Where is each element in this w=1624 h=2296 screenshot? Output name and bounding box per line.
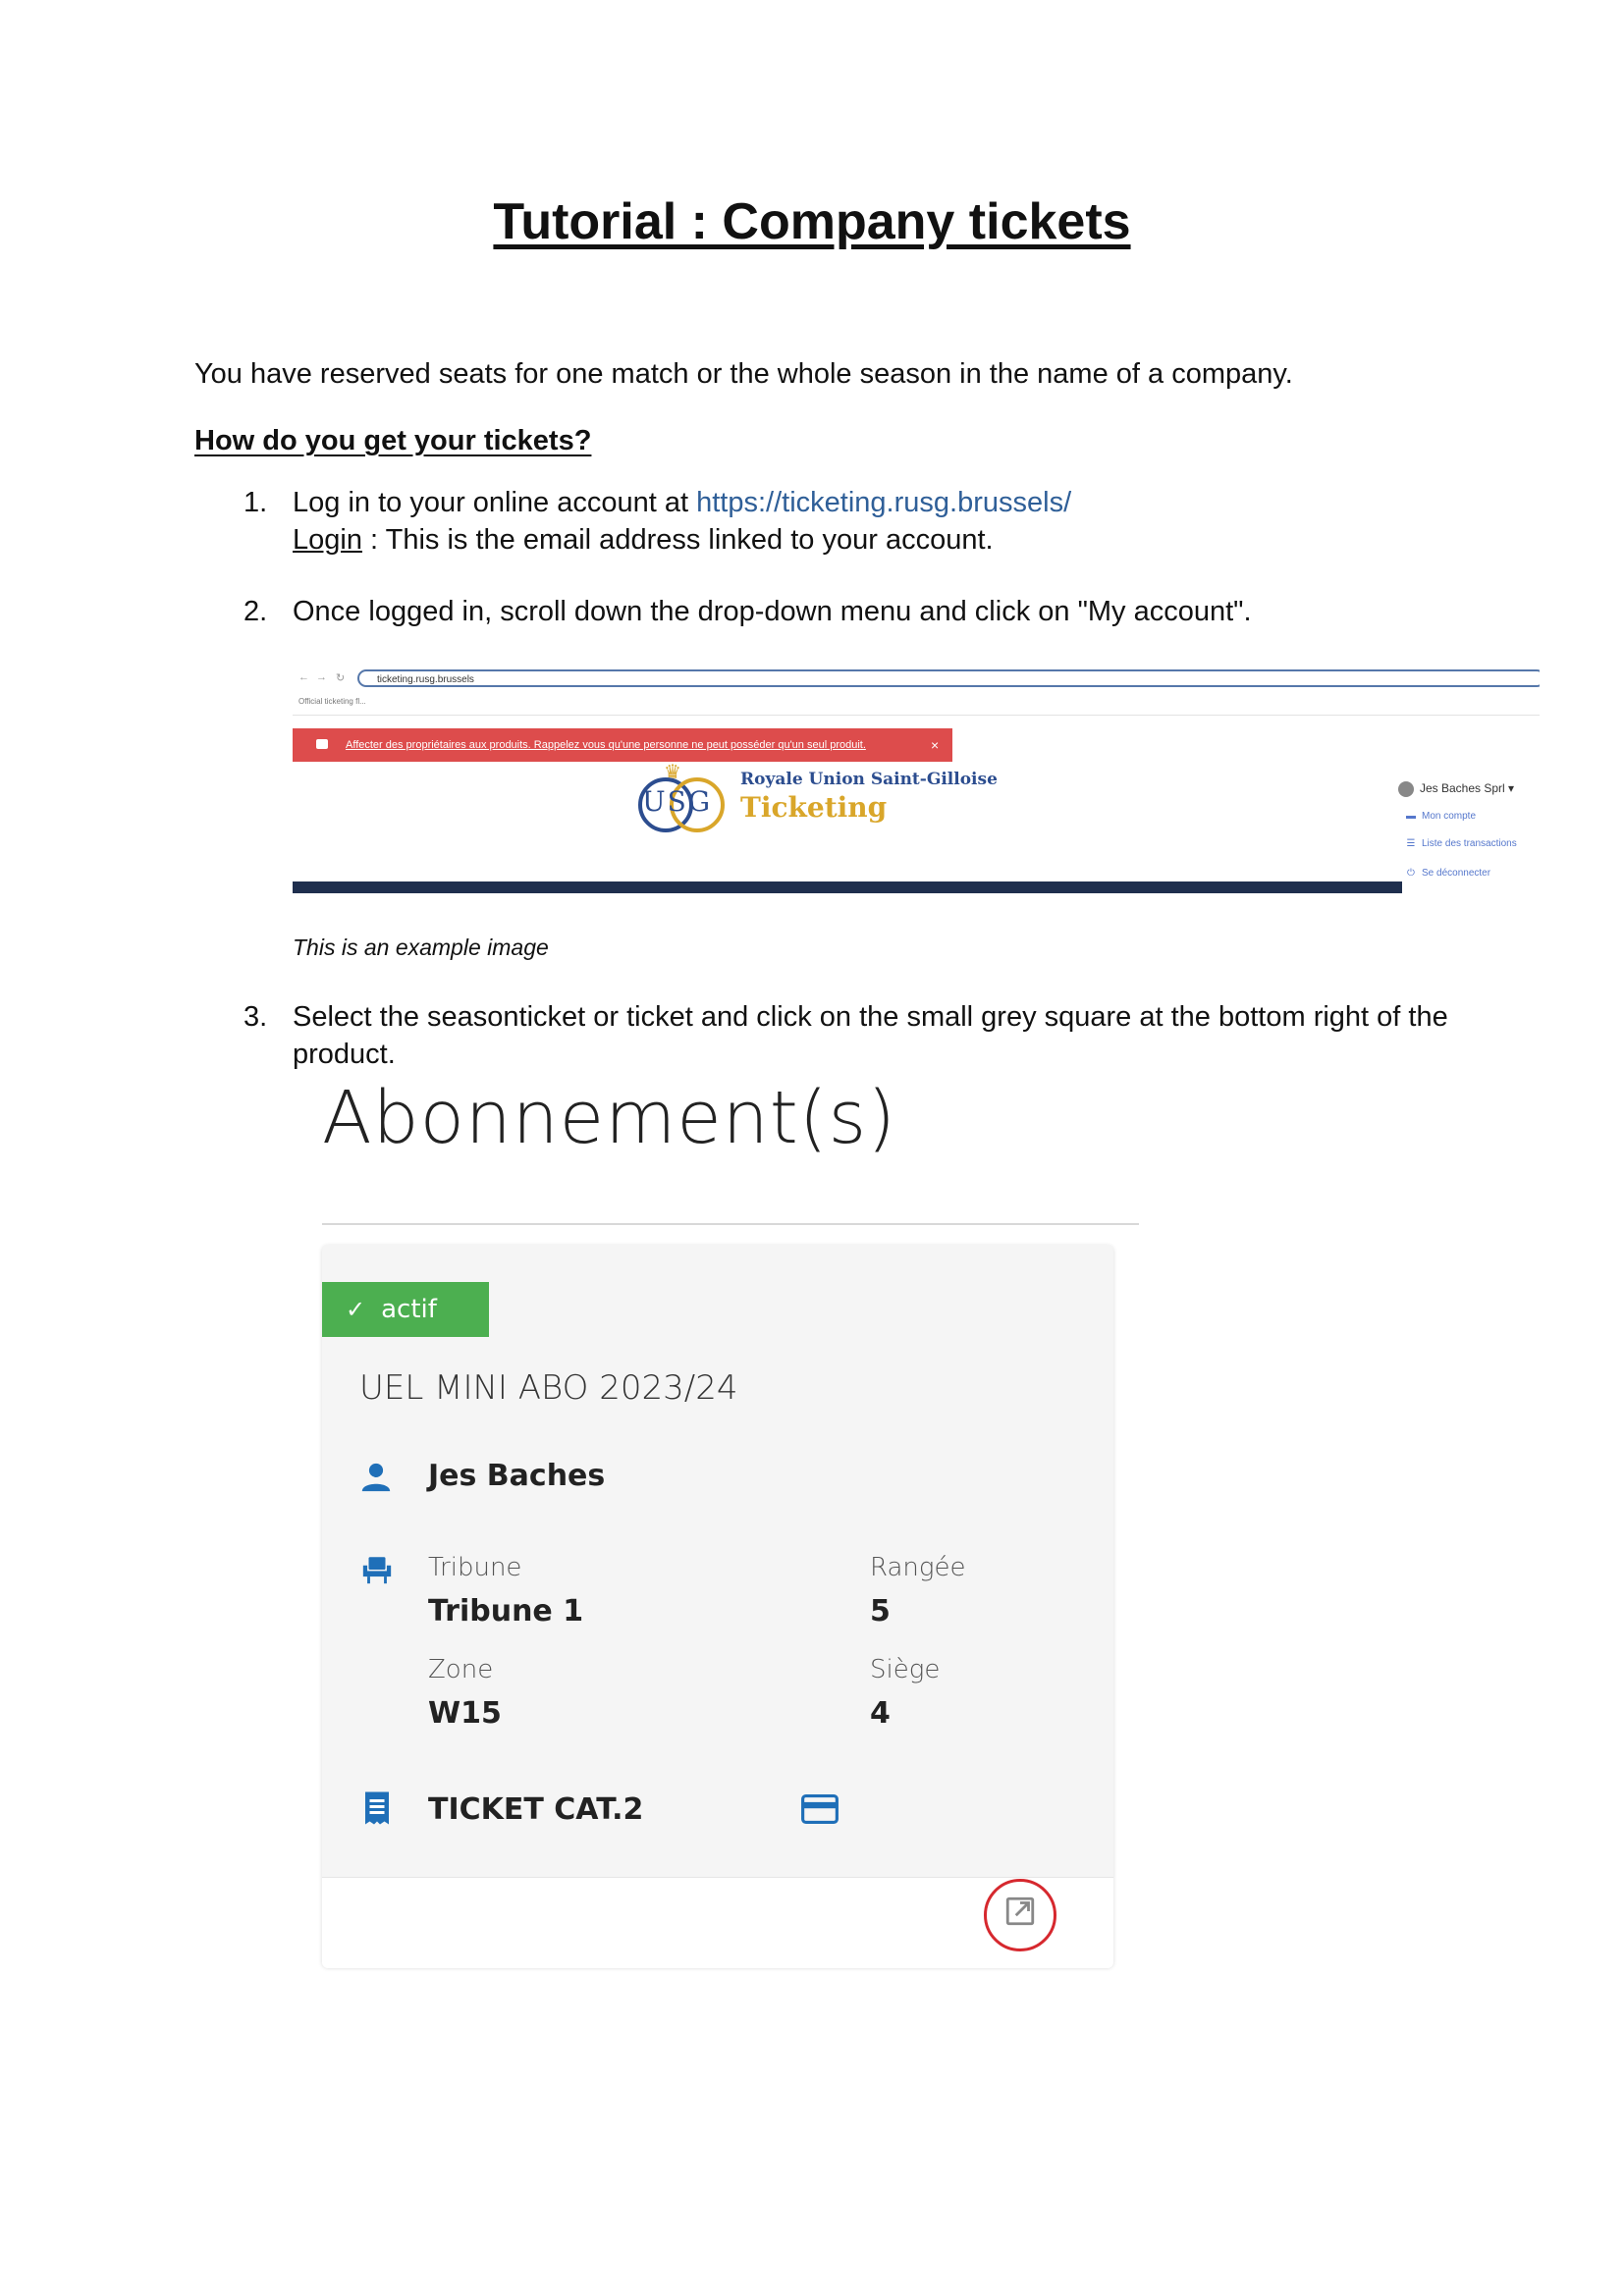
- step-3-text-line2: product.: [293, 1039, 396, 1070]
- document-title: Tutorial : Company tickets: [493, 193, 1131, 250]
- user-dropdown: [1398, 781, 1540, 897]
- step-2-text: Once logged in, scroll down the drop-down menu and click on "My account".: [293, 596, 1252, 627]
- rangee-value: 5: [870, 1594, 891, 1629]
- check-icon: ✓: [346, 1296, 366, 1323]
- menu-item-mon-compte[interactable]: [1406, 811, 1476, 822]
- login-label: Login: [293, 524, 362, 556]
- tribune-label: Tribune: [428, 1553, 522, 1582]
- menu-item-label: Liste des transactions: [1422, 838, 1517, 849]
- tribune-value: Tribune 1: [428, 1594, 584, 1629]
- list-icon: ☰: [1406, 838, 1416, 849]
- section-heading: How do you get your tickets?: [194, 425, 592, 456]
- alert-text[interactable]: Affecter des propriétaires aux produits. Rappelez vous qu'une personne ne peut posséder qu'un seul produit.: [346, 739, 866, 751]
- crown-icon: ♛: [664, 762, 681, 783]
- example-screenshot-header: [293, 664, 1540, 899]
- ticket-category: TICKET CAT.2: [428, 1792, 644, 1827]
- status-badge: [322, 1282, 489, 1337]
- step-3-number: 3.: [244, 1001, 268, 1033]
- account-card-icon: ▬: [1406, 811, 1416, 822]
- back-icon: ←: [298, 671, 309, 683]
- club-logo: USG: [642, 785, 713, 818]
- address-bar[interactable]: ticketing.rusg.brussels: [357, 669, 1540, 687]
- credit-card-icon: [801, 1794, 839, 1824]
- brand-subtitle: Ticketing: [740, 791, 888, 824]
- alert-banner: [293, 728, 952, 762]
- owner-name: Jes Baches: [428, 1459, 606, 1493]
- step-1-number: 1.: [244, 487, 268, 518]
- zone-value: W15: [428, 1696, 502, 1731]
- highlight-circle: [984, 1879, 1056, 1951]
- browser-bar: [293, 664, 1540, 716]
- header-bar: [293, 881, 1402, 893]
- forward-icon: →: [316, 671, 327, 683]
- message-icon: [316, 739, 328, 749]
- power-icon: ⏻: [1407, 868, 1415, 879]
- step-1-text: [293, 484, 1071, 521]
- divider: [322, 1223, 1139, 1225]
- zone-label: Zone: [428, 1655, 494, 1684]
- step-2-number: 2.: [244, 596, 268, 627]
- intro-text: You have reserved seats for one match or the whole season in the name of a company.: [194, 358, 1293, 390]
- step-1-intro: Log in to your online account at: [293, 487, 697, 518]
- product-name: UEL MINI ABO 2023/24: [359, 1368, 738, 1408]
- person-icon: [359, 1461, 393, 1494]
- brand-name: Royale Union Saint-Gilloise: [740, 770, 998, 789]
- close-icon[interactable]: ×: [931, 737, 940, 753]
- menu-item-logout[interactable]: [1406, 868, 1490, 879]
- step-3-text-line1: Select the seasonticket or ticket and click on the small grey square at the bottom right of the: [293, 1001, 1448, 1033]
- seat-icon: [359, 1553, 395, 1586]
- menu-item-label: Se déconnecter: [1422, 868, 1491, 879]
- user-name: Jes Baches Sprl ▾: [1420, 781, 1515, 796]
- receipt-icon: [361, 1790, 393, 1826]
- menu-item-label: Mon compte: [1422, 811, 1477, 822]
- siege-value: 4: [870, 1696, 891, 1731]
- rangee-label: Rangée: [870, 1553, 966, 1582]
- bookmark-item[interactable]: Official ticketing fl...: [298, 697, 366, 706]
- login-text: : This is the email address linked to your account.: [361, 524, 994, 556]
- reload-icon: ↻: [336, 672, 346, 684]
- user-menu-toggle[interactable]: [1398, 781, 1514, 797]
- subscriptions-heading: Abonnement(s): [322, 1076, 897, 1160]
- menu-item-transactions[interactable]: [1406, 838, 1517, 849]
- status-label: actif: [381, 1295, 437, 1324]
- login-note: [293, 521, 994, 559]
- image-caption: This is an example image: [293, 934, 549, 960]
- siege-label: Siège: [870, 1655, 941, 1684]
- ticketing-link[interactable]: https://ticketing.rusg.brussels/: [696, 487, 1072, 518]
- avatar: [1398, 781, 1414, 797]
